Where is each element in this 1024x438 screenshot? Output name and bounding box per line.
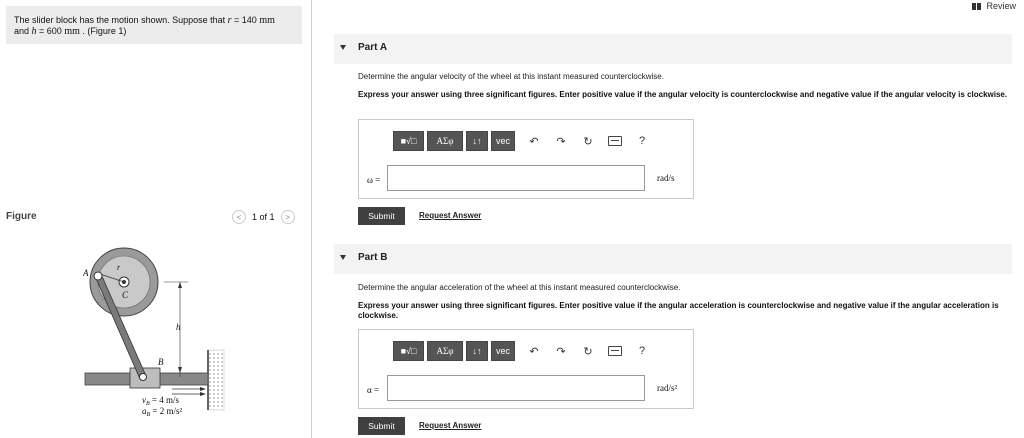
part-b-answer-box (358, 329, 694, 409)
omega-label: ω = (367, 175, 381, 185)
templates-button[interactable]: ■√□ (393, 341, 424, 361)
review-link[interactable] (972, 1, 1016, 11)
keyboard-icon[interactable] (604, 341, 626, 361)
figure-pager (232, 210, 295, 224)
part-a-submit-button[interactable]: Submit (358, 207, 405, 225)
wall (208, 350, 224, 410)
r-unit: mm (259, 15, 275, 26)
undo-icon[interactable]: ↶ (529, 135, 539, 148)
figure-link[interactable]: . (Figure 1) (79, 26, 127, 36)
part-b-submit-button[interactable]: Submit (358, 417, 405, 435)
part-a-answer-box (358, 119, 694, 199)
help-icon[interactable]: ? (638, 345, 646, 357)
h-unit: mm (64, 26, 80, 37)
review-label: Review (986, 1, 1016, 11)
panel-divider (311, 0, 312, 438)
omega-units: rad/s (657, 173, 675, 183)
problem-text-line2: and (14, 26, 32, 36)
h-arrow-bottom (178, 367, 182, 373)
part-a-request-answer-link[interactable]: Request Answer (419, 211, 482, 220)
subscript-button[interactable]: ↓↑ (466, 131, 488, 151)
problem-text: The slider block has the motion shown. Suppose that (14, 15, 228, 25)
prev-figure-button[interactable]: < (232, 210, 246, 224)
templates-button[interactable]: ■√□ (393, 131, 424, 151)
collapse-icon (340, 255, 346, 260)
vector-button[interactable]: vec (491, 131, 515, 151)
part-b-instructions: Express your answer using three significant figures. Enter positive value if the angular acceleration is counterclockwise and negative value if the angular acceleration is clockwise. (358, 301, 999, 320)
label-c: C (122, 290, 129, 300)
label-vb: $v_B = 4$ m/s (142, 395, 180, 407)
mechanism-figure (80, 240, 240, 425)
keyboard-icon[interactable] (604, 131, 626, 151)
problem-statement (6, 6, 302, 44)
reset-icon[interactable]: ↻ (583, 135, 593, 148)
part-a-prompt: Determine the angular velocity of the wheel at this instant measured counterclockwise. (358, 72, 664, 81)
h-arrow-top (178, 282, 182, 288)
math-toolbar (393, 341, 653, 361)
alpha-label: α = (367, 385, 380, 395)
vb-arrow-head (200, 387, 206, 391)
part-b-header[interactable] (334, 244, 1012, 274)
undo-icon[interactable]: ↶ (529, 345, 539, 358)
label-h: h (176, 322, 181, 332)
label-r: r (117, 263, 121, 272)
part-a-instructions: Express your answer using three significant figures. Enter positive value if the angular velocity is counterclockwise and negative value if the angular velocity is clockwise. (358, 90, 1008, 99)
part-a-header[interactable] (334, 34, 1012, 64)
part-b-title: Part B (358, 252, 388, 263)
r-value: = 140 (231, 15, 260, 25)
vector-button[interactable]: vec (491, 341, 515, 361)
next-figure-button[interactable]: > (281, 210, 295, 224)
redo-icon[interactable]: ↷ (556, 345, 566, 358)
reset-icon[interactable]: ↻ (583, 345, 593, 358)
review-icon (972, 3, 982, 10)
greek-button[interactable]: ΑΣφ (427, 131, 463, 151)
collapse-icon (340, 45, 346, 50)
figure-page-indicator: 1 of 1 (252, 212, 275, 222)
greek-button[interactable]: ΑΣφ (427, 341, 463, 361)
label-a: A (83, 268, 89, 278)
label-b: B (158, 357, 164, 367)
redo-icon[interactable]: ↷ (556, 135, 566, 148)
alpha-input[interactable] (387, 375, 645, 401)
part-a-title: Part A (358, 42, 388, 53)
help-icon[interactable]: ? (638, 135, 646, 147)
omega-input[interactable] (387, 165, 645, 191)
subscript-button[interactable]: ↓↑ (466, 341, 488, 361)
figure-label: Figure (6, 211, 37, 222)
label-ab: $a_B = 2$ m/s² (142, 406, 183, 418)
pin-a (94, 272, 102, 280)
alpha-units: rad/s² (657, 383, 678, 393)
h-variable: h (31, 26, 37, 37)
pin-b (140, 374, 147, 381)
math-toolbar (393, 131, 653, 151)
ab-arrow-head (200, 392, 206, 396)
part-b-request-answer-link[interactable]: Request Answer (419, 421, 482, 430)
part-b-prompt: Determine the angular acceleration of the wheel at this instant measured counterclockwise. (358, 283, 681, 292)
r-variable: r (227, 15, 232, 26)
h-value: = 600 (36, 26, 65, 36)
